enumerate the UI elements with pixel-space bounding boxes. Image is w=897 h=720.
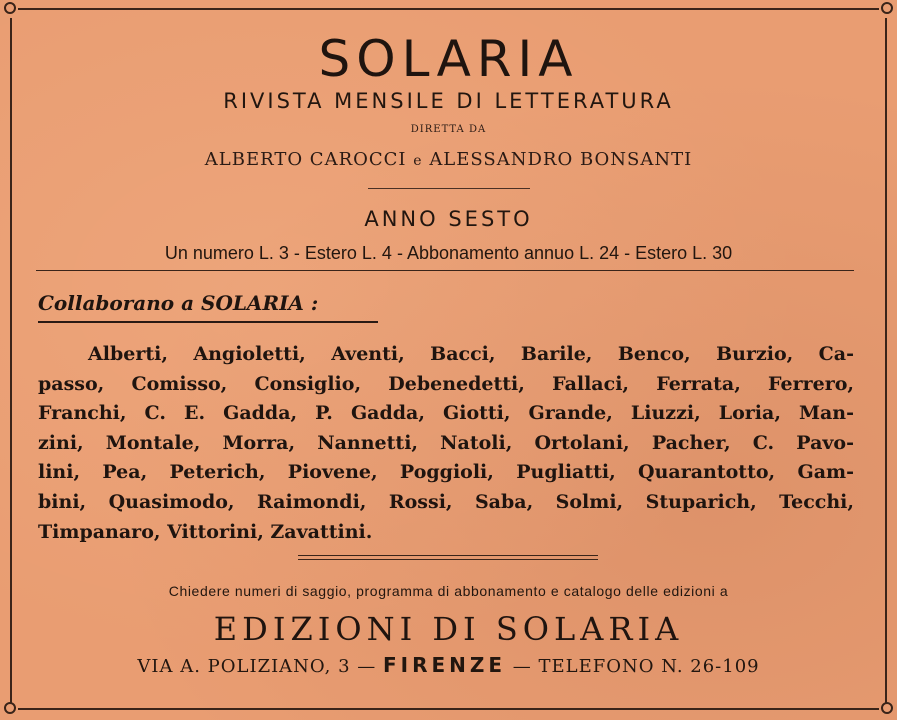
contributors-line: lini, Pea, Peterich, Piovene, Poggioli, Pugliatti, Quarantotto, Gam- <box>38 461 854 484</box>
year-label: ANNO SESTO <box>364 207 533 231</box>
address-street: VIA A. POLIZIANO, 3 — <box>137 656 377 677</box>
contributors-line: passo, Comisso, Consiglio, Debenedetti, Fallaci, Ferrata, Ferrero, <box>38 372 854 395</box>
frame-corner-ornament <box>4 2 16 14</box>
contributors-line: zini, Montale, Morra, Nannetti, Natoli, Ortolani, Pacher, C. Pavo- <box>38 431 854 454</box>
contributors-line: bini, Quasimodo, Raimondi, Rossi, Saba, Solmi, Stuparich, Tecchi, <box>38 490 854 513</box>
publisher-name: EDIZIONI DI SOLARIA <box>213 610 684 648</box>
divider-rule <box>36 270 854 271</box>
address-city: FIRENZE <box>382 653 507 677</box>
price-list: Un numero L. 3 - Estero L. 4 - Abbonamento annuo L. 24 - Estero L. 30 <box>164 243 733 263</box>
frame-corner-ornament <box>4 702 16 714</box>
magazine-subtitle: RIVISTA MENSILE DI LETTERATURA <box>223 89 674 113</box>
heading-underline <box>38 321 378 323</box>
double-divider-rule <box>298 555 598 560</box>
magazine-title: SOLARIA <box>318 30 579 88</box>
frame-right-border <box>885 18 887 704</box>
directed-by-label: DIRETTA DA <box>410 124 487 135</box>
editor-name: ALESSANDRO BONSANTI <box>429 149 693 170</box>
publisher-address <box>0 653 897 677</box>
contributors-line: Franchi, C. E. Gadda, P. Gadda, Giotti, Grande, Liuzzi, Loria, Man- <box>38 402 854 425</box>
frame-left-border <box>10 18 12 704</box>
contributors-line: Timpanaro, Vittorini, Zavattini. <box>38 520 373 543</box>
frame-top-border <box>18 8 879 10</box>
request-text: Chiedere numeri di saggio, programma di abbonamento e catalogo delle edizioni a <box>168 583 729 599</box>
divider-rule <box>368 188 530 189</box>
editor-name: ALBERTO CAROCCI <box>204 149 407 170</box>
editor-conjunction: e <box>413 153 423 169</box>
contributors-heading: Collaborano a SOLARIA : <box>38 291 319 315</box>
frame-corner-ornament <box>881 2 893 14</box>
contributors-line: Alberti, Angioletti, Aventi, Bacci, Barile, Benco, Burzio, Ca- <box>88 343 854 365</box>
contributors-list <box>38 340 854 547</box>
frame-corner-ornament <box>881 702 893 714</box>
editors-line <box>0 149 897 170</box>
address-phone: — TELEFONO N. 26-109 <box>512 656 760 677</box>
frame-bottom-border <box>18 708 879 710</box>
